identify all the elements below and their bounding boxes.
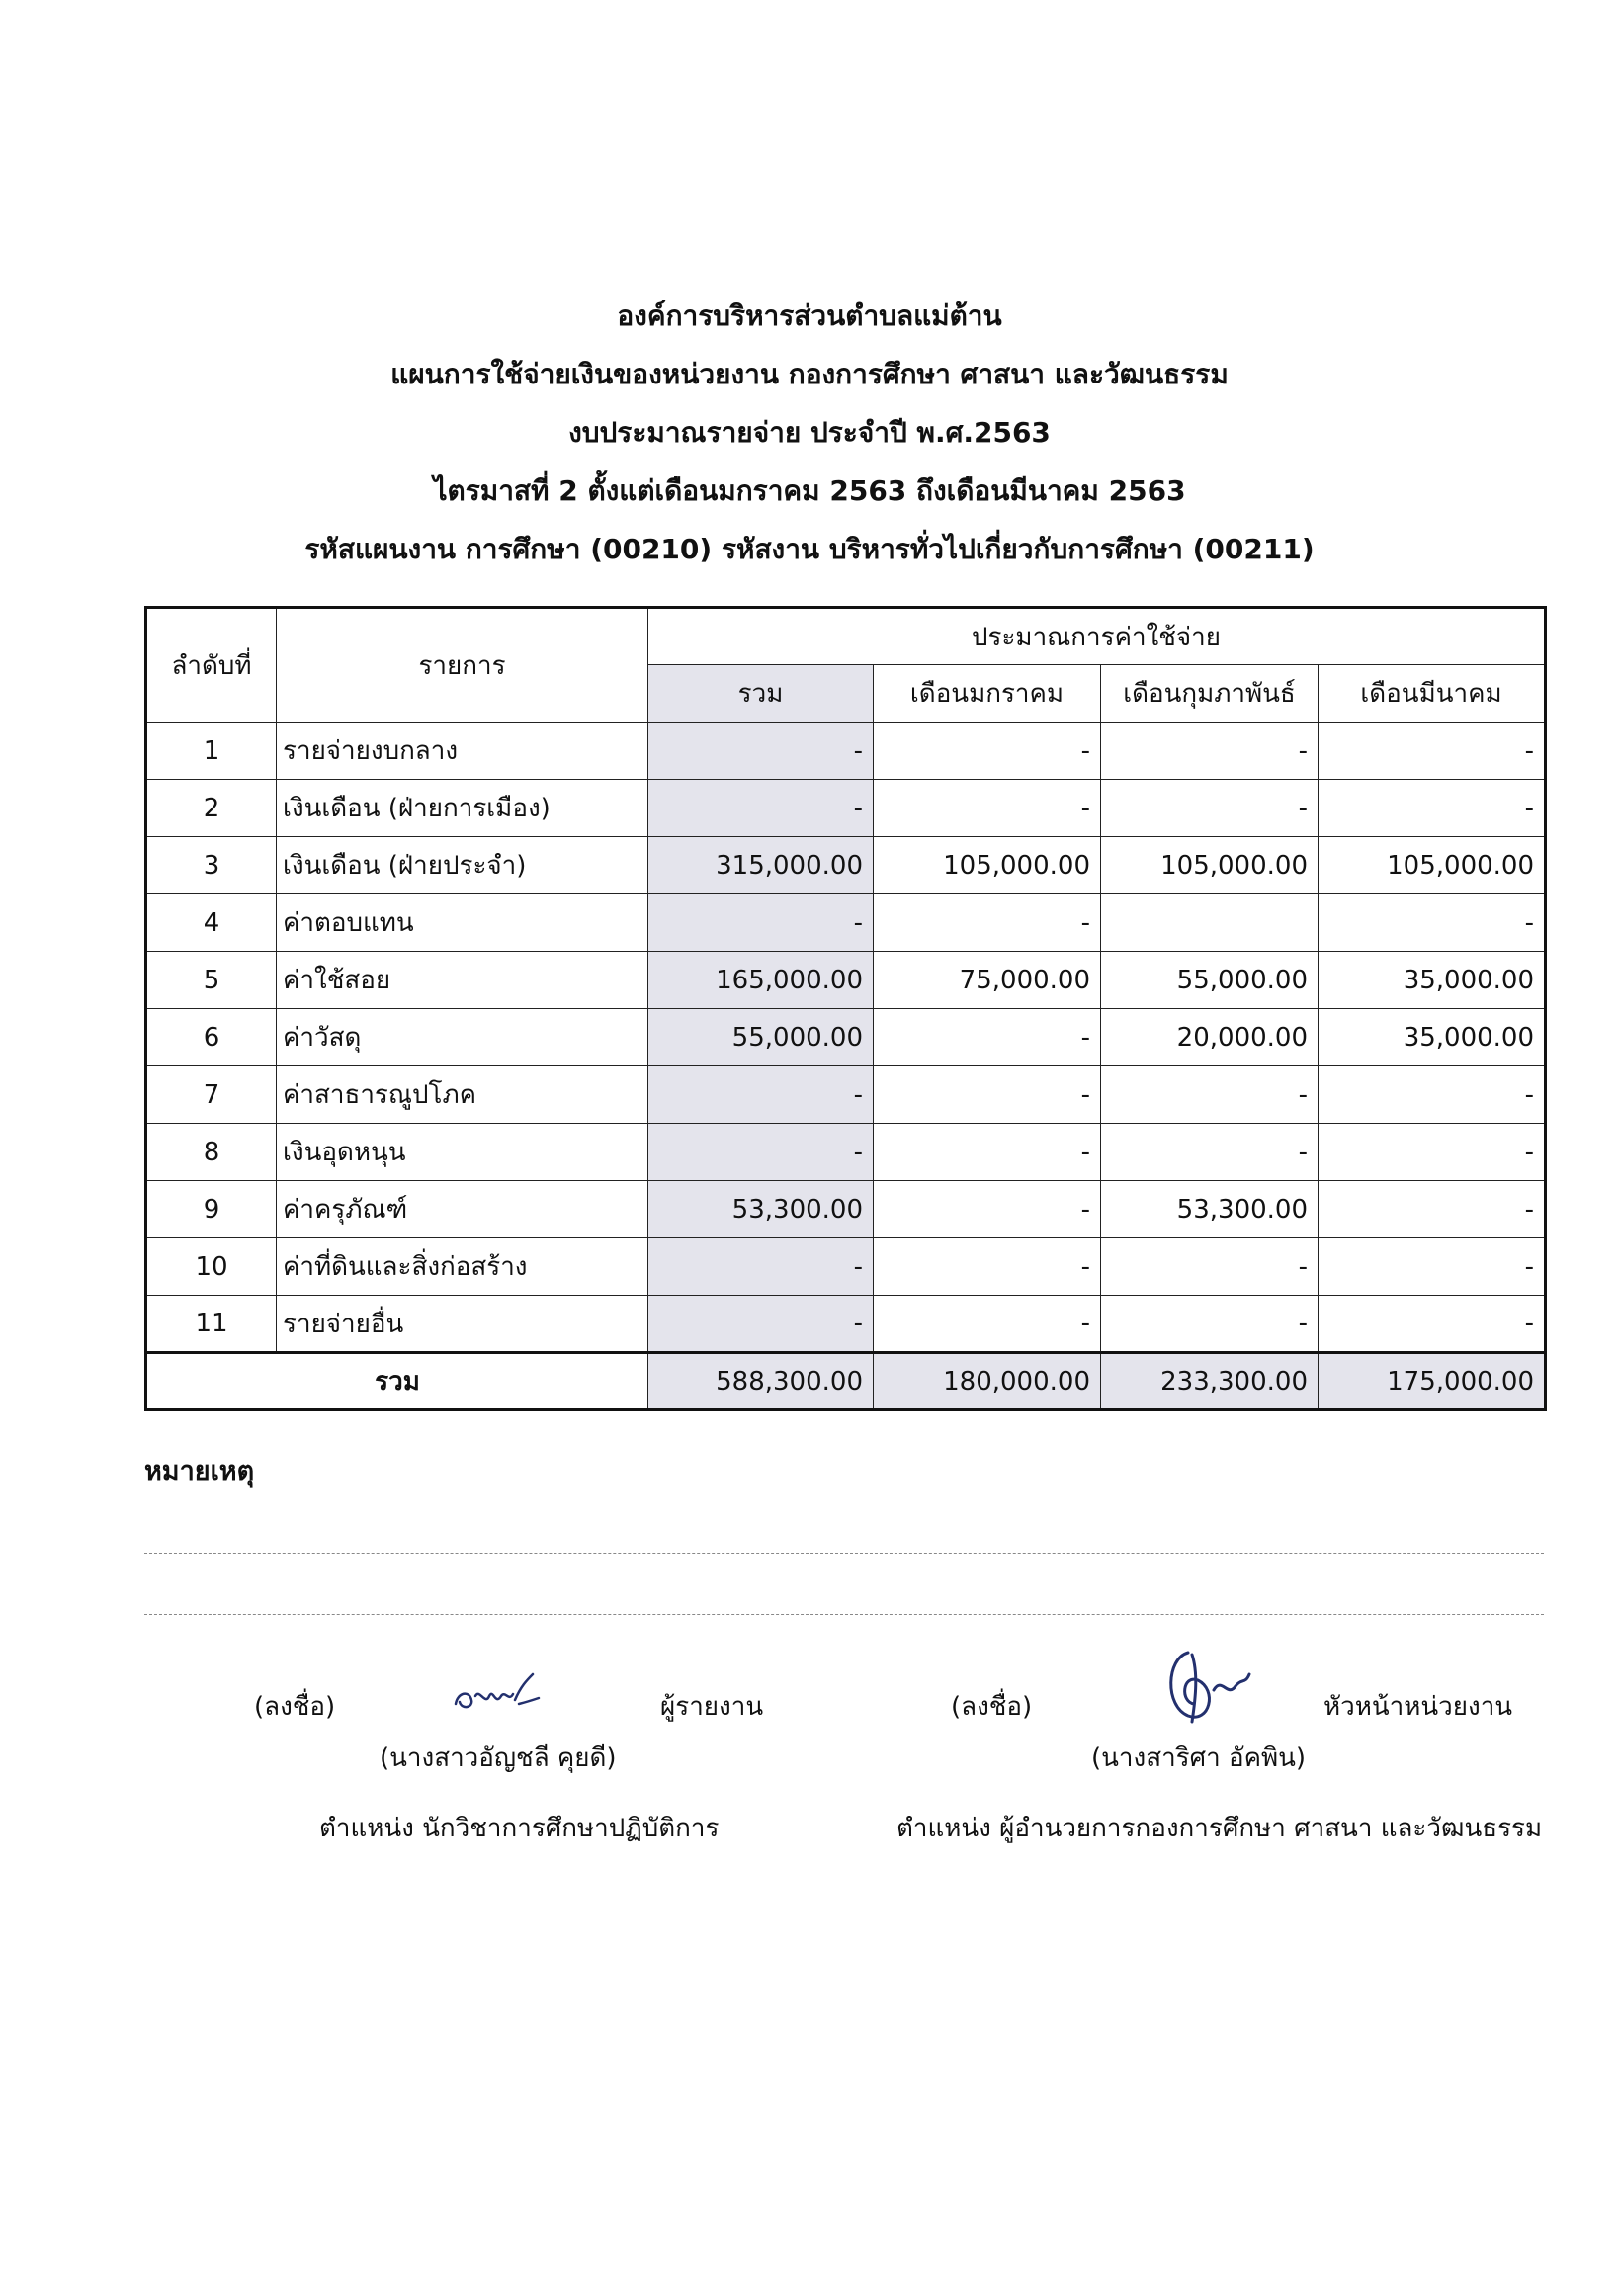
table-row: [146, 1066, 1546, 1124]
row-index: 4: [146, 894, 277, 952]
left-sign-prefix: (ลงชื่อ): [254, 1692, 336, 1722]
remark-line-1: [144, 1553, 1544, 1554]
row-february: -: [1101, 723, 1319, 780]
row-item: ค่าสาธารณูปโภค: [277, 1066, 648, 1124]
row-item: รายจ่ายอื่น: [277, 1296, 648, 1353]
row-january: 75,000.00: [874, 952, 1101, 1009]
remark-label: หมายเหตุ: [144, 1456, 255, 1487]
right-name: (นางสาริศา อัคพิน): [1091, 1743, 1307, 1773]
row-sum: -: [648, 1238, 874, 1296]
right-handwritten-signature: [1158, 1647, 1257, 1728]
plan-title: แผนการใช้จ่ายเงินของหน่วยงาน กองการศึกษา ศาสนา และวัฒนธรรม: [390, 358, 1229, 390]
row-january: -: [874, 1066, 1101, 1124]
row-january: -: [874, 894, 1101, 952]
row-sum: -: [648, 780, 874, 837]
row-item: ค่าที่ดินและสิ่งก่อสร้าง: [277, 1238, 648, 1296]
row-january: -: [874, 1009, 1101, 1066]
left-role: ผู้รายงาน: [660, 1692, 764, 1722]
row-march: 105,000.00: [1319, 837, 1546, 894]
table-row: [146, 1181, 1546, 1238]
row-index: 11: [146, 1296, 277, 1353]
right-role: หัวหน้าหน่วยงาน: [1323, 1692, 1513, 1722]
row-index: 9: [146, 1181, 277, 1238]
left-name: (นางสาวอัญชลี คุยดี): [380, 1743, 617, 1773]
row-sum: -: [648, 723, 874, 780]
row-february: -: [1101, 1238, 1319, 1296]
header-march: เดือนมีนาคม: [1319, 665, 1546, 723]
row-index: 5: [146, 952, 277, 1009]
total-march: 175,000.00: [1319, 1353, 1546, 1410]
budget-table: [144, 606, 1547, 1411]
left-handwritten-signature: [450, 1666, 544, 1720]
total-february: 233,300.00: [1101, 1353, 1319, 1410]
row-sum: -: [648, 894, 874, 952]
row-sum: 315,000.00: [648, 837, 874, 894]
table-row: [146, 894, 1546, 952]
row-march: -: [1319, 1181, 1546, 1238]
total-label: รวม: [146, 1353, 648, 1410]
table-row: [146, 723, 1546, 780]
row-march: 35,000.00: [1319, 952, 1546, 1009]
row-february: 55,000.00: [1101, 952, 1319, 1009]
total-sum: 588,300.00: [648, 1353, 874, 1410]
budget-table-body: [146, 723, 1546, 1410]
row-march: 35,000.00: [1319, 1009, 1546, 1066]
row-january: -: [874, 1238, 1101, 1296]
row-index: 2: [146, 780, 277, 837]
row-index: 1: [146, 723, 277, 780]
table-row: [146, 837, 1546, 894]
left-position: ตำแหน่ง นักวิชาการศึกษาปฏิบัติการ: [319, 1814, 720, 1843]
row-january: -: [874, 1124, 1101, 1181]
total-row: [146, 1353, 1546, 1410]
row-index: 3: [146, 837, 277, 894]
document-headings: [0, 287, 1619, 578]
row-march: -: [1319, 894, 1546, 952]
row-index: 7: [146, 1066, 277, 1124]
row-item: ค่าใช้สอย: [277, 952, 648, 1009]
total-january: 180,000.00: [874, 1353, 1101, 1410]
table-row: [146, 1296, 1546, 1353]
row-february: 53,300.00: [1101, 1181, 1319, 1238]
row-february: [1101, 894, 1319, 952]
header-sum: รวม: [648, 665, 874, 723]
table-row: [146, 1238, 1546, 1296]
row-sum: 55,000.00: [648, 1009, 874, 1066]
row-sum: 53,300.00: [648, 1181, 874, 1238]
row-march: -: [1319, 723, 1546, 780]
row-january: 105,000.00: [874, 837, 1101, 894]
row-item: ค่าครุภัณฑ์: [277, 1181, 648, 1238]
quarter-title: ไตรมาสที่ 2 ตั้งแต่เดือนมกราคม 2563 ถึงเดือนมีนาคม 2563: [433, 474, 1186, 507]
row-february: -: [1101, 1124, 1319, 1181]
row-march: -: [1319, 1066, 1546, 1124]
row-february: 20,000.00: [1101, 1009, 1319, 1066]
row-index: 10: [146, 1238, 277, 1296]
table-row: [146, 952, 1546, 1009]
organization-title: องค์การบริหารส่วนตำบลแม่ต้าน: [617, 299, 1002, 332]
row-march: -: [1319, 780, 1546, 837]
table-row: [146, 1124, 1546, 1181]
right-position: ตำแหน่ง ผู้อำนวยการกองการศึกษา ศาสนา และวัฒนธรรม: [896, 1814, 1543, 1843]
row-march: -: [1319, 1238, 1546, 1296]
row-sum: 165,000.00: [648, 952, 874, 1009]
row-february: -: [1101, 780, 1319, 837]
row-sum: -: [648, 1066, 874, 1124]
row-item: รายจ่ายงบกลาง: [277, 723, 648, 780]
row-item: เงินเดือน (ฝ่ายประจำ): [277, 837, 648, 894]
row-january: -: [874, 1181, 1101, 1238]
row-january: -: [874, 780, 1101, 837]
remark-line-2: [144, 1614, 1544, 1615]
row-index: 6: [146, 1009, 277, 1066]
row-sum: -: [648, 1296, 874, 1353]
table-row: [146, 780, 1546, 837]
row-february: -: [1101, 1066, 1319, 1124]
header-january: เดือนมกราคม: [874, 665, 1101, 723]
row-index: 8: [146, 1124, 277, 1181]
table-row: [146, 1009, 1546, 1066]
header-index: ลำดับที่: [146, 608, 277, 723]
header-estimate-group: ประมาณการค่าใช้จ่าย: [648, 608, 1546, 665]
plan-code-title: รหัสแผนงาน การศึกษา (00210) รหัสงาน บริหารทั่วไปเกี่ยวกับการศึกษา (00211): [304, 533, 1315, 565]
row-item: เงินเดือน (ฝ่ายการเมือง): [277, 780, 648, 837]
row-march: -: [1319, 1296, 1546, 1353]
row-item: ค่าตอบแทน: [277, 894, 648, 952]
header-february: เดือนกุมภาพันธ์: [1101, 665, 1319, 723]
row-sum: -: [648, 1124, 874, 1181]
right-sign-prefix: (ลงชื่อ): [951, 1692, 1033, 1722]
budget-year-title: งบประมาณรายจ่าย ประจำปี พ.ศ.2563: [568, 416, 1051, 449]
row-february: -: [1101, 1296, 1319, 1353]
row-january: -: [874, 1296, 1101, 1353]
row-march: -: [1319, 1124, 1546, 1181]
row-item: ค่าวัสดุ: [277, 1009, 648, 1066]
row-february: 105,000.00: [1101, 837, 1319, 894]
row-item: เงินอุดหนุน: [277, 1124, 648, 1181]
row-january: -: [874, 723, 1101, 780]
header-item: รายการ: [277, 608, 648, 723]
